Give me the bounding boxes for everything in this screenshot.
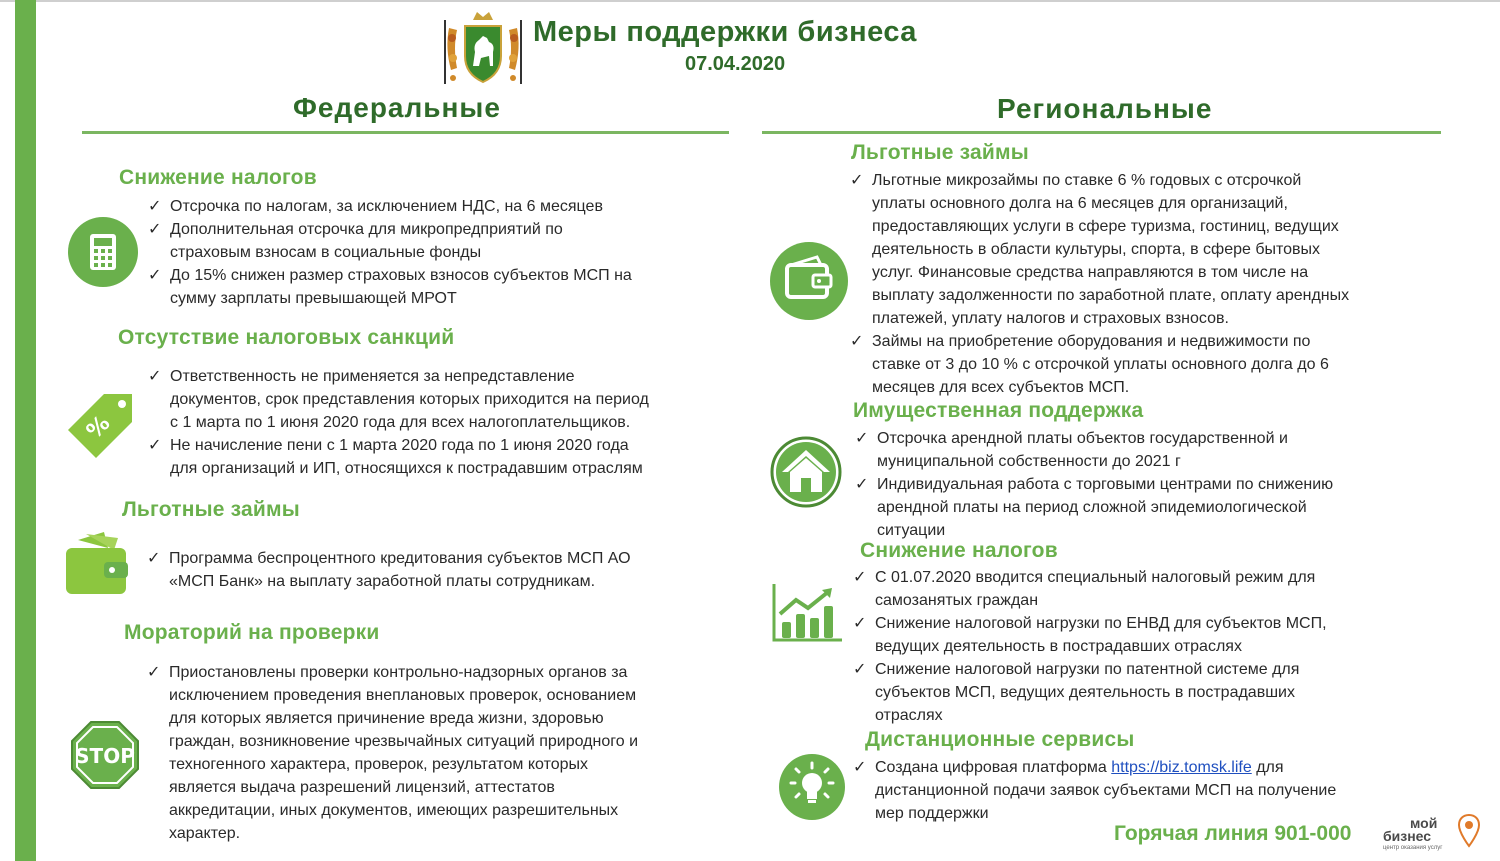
- list-item: ✓ Льготные микрозаймы по ставке 6 % годовых с отсрочкой: [850, 169, 1349, 192]
- hotline-text: Горячая линия 901-000: [1114, 822, 1352, 845]
- federal-divider: [82, 131, 729, 134]
- federal-list-no-sanctions: [148, 365, 649, 480]
- list-item: муниципальной собственности до 2021 г: [877, 453, 1181, 470]
- regional-heading-tax-reduction: Снижение налогов: [860, 539, 1058, 562]
- checkmark-icon: ✓: [850, 172, 864, 189]
- list-item: отраслях: [875, 707, 943, 724]
- list-item: ставке от 3 до 10 % с отсрочкой уплаты основного долга до 6: [872, 356, 1329, 373]
- checkmark-icon: ✓: [148, 368, 162, 385]
- list-item: ✓ Приостановлены проверки контрольно-надзорных органов за: [147, 661, 638, 684]
- regional-title: Региональные: [997, 93, 1213, 124]
- biz-tomsk-link[interactable]: https://biz.tomsk.life: [1111, 759, 1252, 776]
- list-item: аккредитации, иных документов, имеющих разрешительных: [169, 802, 619, 819]
- list-item: граждан, возникновение чрезвычайных ситуаций природного и: [169, 733, 639, 750]
- list-item: ✓ Программа беспроцентного кредитования субъектов МСП АО: [147, 547, 631, 570]
- regional-heading-property: Имущественная поддержка: [853, 399, 1144, 422]
- regional-divider: [762, 131, 1441, 134]
- list-item: месяцев для всех субъектов МСП.: [872, 379, 1130, 396]
- checkmark-icon: ✓: [853, 569, 867, 586]
- checkmark-icon: ✓: [853, 759, 867, 776]
- checkmark-icon: ✓: [853, 615, 867, 632]
- top-border: [0, 0, 1500, 2]
- list-item: ✓ Ответственность не применяется за непредставление: [148, 365, 649, 388]
- regional-list-property: [855, 427, 1333, 542]
- list-item: ✓ Индивидуальная работа с торговыми центрами по снижению: [855, 473, 1333, 496]
- percent-tag-icon: [64, 390, 136, 462]
- list-item: субъектов МСП, ведущих деятельность в пострадавших: [875, 684, 1295, 701]
- list-item: ✓ Займы на приобретение оборудования и недвижимости по: [850, 330, 1349, 353]
- checkmark-icon: ✓: [853, 661, 867, 678]
- list-item: документов, срок представления которых приходится на период: [170, 391, 649, 408]
- federal-heading-no-sanctions: Отсутствие налоговых санкций: [118, 326, 455, 349]
- list-item: ✓ Создана цифровая платформа https://biz.tomsk.life для: [853, 756, 1336, 779]
- regional-list-tax-reduction: [853, 566, 1327, 727]
- lightbulb-icon: [778, 753, 846, 821]
- logo-subtitle: центр оказания услуг: [1383, 845, 1443, 851]
- list-item: ✓ Снижение налоговой нагрузки по ЕНВД для субъектов МСП,: [853, 612, 1327, 635]
- list-item: для которых является причинение вреда жизни, здоровью: [169, 710, 604, 727]
- list-item: деятельность в области культуры, спорта, в сфере бытовых: [872, 241, 1321, 258]
- federal-heading-tax-reduction: Снижение налогов: [119, 166, 317, 189]
- federal-list-loans: [147, 547, 631, 593]
- list-item: страховым взносам в социальные фонды: [170, 244, 482, 261]
- list-item: исключением проведения внеплановых проверок, основанием: [169, 687, 637, 704]
- regional-heading-remote: Дистанционные сервисы: [865, 728, 1135, 751]
- checkmark-icon: ✓: [855, 476, 869, 493]
- checkmark-icon: ✓: [148, 198, 162, 215]
- house-icon: [770, 436, 842, 508]
- stop-sign-icon: [70, 720, 140, 790]
- svg-text:%: %: [82, 411, 116, 445]
- list-item: «МСП Банк» на выплату заработной платы сотрудникам.: [169, 573, 596, 590]
- growth-chart-icon: [772, 582, 844, 644]
- list-item: ситуации: [877, 522, 946, 539]
- checkmark-icon: ✓: [148, 437, 162, 454]
- checkmark-icon: ✓: [855, 430, 869, 447]
- wallet-money-icon: [64, 530, 132, 598]
- federal-title: Федеральные: [293, 92, 501, 123]
- list-item: с 1 марта по 1 июня 2020 года для всех налогоплательщиков.: [170, 414, 631, 431]
- location-pin-icon: [1458, 814, 1480, 848]
- list-item: самозанятых граждан: [875, 592, 1039, 609]
- moy-biznes-logo: [1380, 812, 1492, 858]
- calculator-icon: [67, 216, 139, 288]
- list-item: для организаций и ИП, относящихся к пострадавшим отраслям: [170, 460, 643, 477]
- regional-list-loans: [850, 169, 1349, 399]
- list-item: услуг. Финансовые средства направляются в том числе на: [872, 264, 1309, 281]
- wallet-icon: [769, 241, 849, 321]
- regional-heading-loans: Льготные займы: [851, 141, 1029, 164]
- checkmark-icon: ✓: [850, 333, 864, 350]
- checkmark-icon: ✓: [148, 267, 162, 284]
- list-item: выплату задолженности по заработной плате, оплату арендных: [872, 287, 1350, 304]
- federal-heading-moratorium: Мораторий на проверки: [124, 621, 380, 644]
- list-item: дистанционной подачи заявок субъектами МСП на получение: [875, 782, 1337, 799]
- checkmark-icon: ✓: [147, 664, 161, 681]
- list-item: техногенного характера, проверок, результатом которых: [169, 756, 589, 773]
- stop-label: STOP: [75, 744, 135, 768]
- checkmark-icon: ✓: [147, 550, 161, 567]
- checkmark-icon: ✓: [148, 221, 162, 238]
- list-item: ✓ Дополнительная отсрочка для микропредприятий по: [148, 218, 632, 241]
- page-date: 07.04.2020: [685, 53, 786, 75]
- list-item: является выдача разрешений лицензий, аттестатов: [169, 779, 555, 796]
- logo-line1: мой: [1410, 815, 1438, 831]
- list-item: ✓ До 15% снижен размер страховых взносов субъектов МСП на: [148, 264, 632, 287]
- tomsk-coat-of-arms-icon: [443, 8, 523, 86]
- list-item: мер поддержки: [875, 805, 989, 822]
- list-item: уплаты основного долга на 6 месяцев для организаций,: [872, 195, 1288, 212]
- list-item: ведущих деятельность в пострадавших отраслях: [875, 638, 1242, 655]
- list-item: ✓ Отсрочка по налогам, за исключением НДС, на 6 месяцев: [148, 195, 632, 218]
- list-item: платежей, уплату налогов и страховых взносов.: [872, 310, 1229, 327]
- list-item: ✓ Не начисление пени с 1 марта 2020 года по 1 июня 2020 года: [148, 434, 649, 457]
- left-accent-bar: [15, 0, 36, 861]
- federal-list-moratorium: [147, 661, 638, 845]
- list-item: ✓ Отсрочка арендной платы объектов государственной и: [855, 427, 1333, 450]
- logo-line2: бизнес: [1383, 828, 1432, 844]
- list-item: арендной платы на период сложной эпидемиологической: [877, 499, 1307, 516]
- list-item: сумму зарплаты превышающей МРОТ: [170, 290, 457, 307]
- list-item: ✓ Снижение налоговой нагрузки по патентной системе для: [853, 658, 1327, 681]
- regional-list-remote: [853, 756, 1336, 825]
- list-item: предоставляющих услуги в сфере туризма, гостиниц, ведущих: [872, 218, 1339, 235]
- federal-list-tax-reduction: [148, 195, 632, 310]
- page-title: Меры поддержки бизнеса: [533, 16, 917, 48]
- list-item: характер.: [169, 825, 241, 842]
- list-item: ✓ С 01.07.2020 вводится специальный налоговый режим для: [853, 566, 1327, 589]
- federal-heading-loans: Льготные займы: [122, 498, 300, 521]
